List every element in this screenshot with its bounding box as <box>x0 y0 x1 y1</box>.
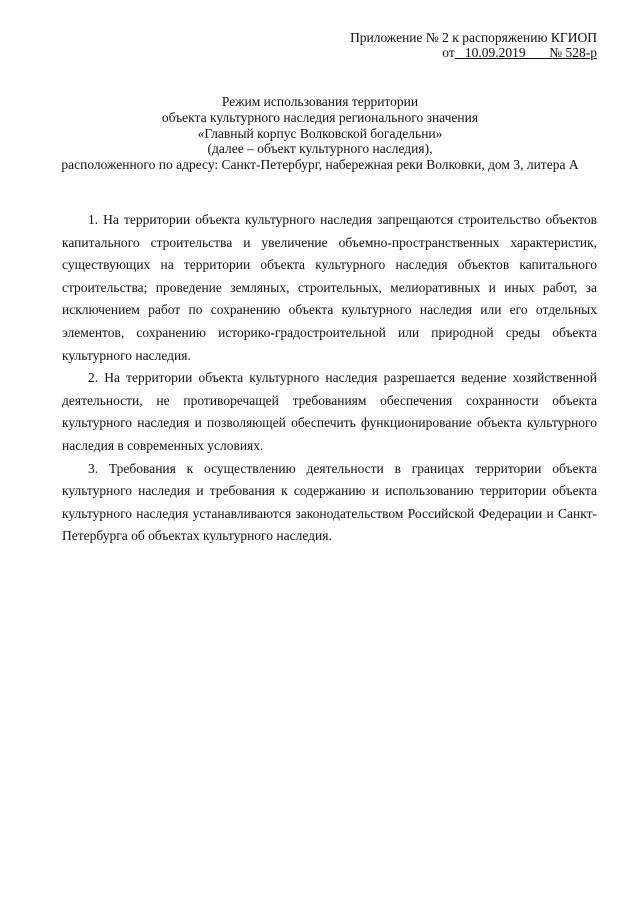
number-prefix: № <box>549 45 563 60</box>
title-line-4: (далее – объект культурного наследия), <box>207 141 433 157</box>
appendix-date-line <box>350 45 597 60</box>
paragraph-2: 2. На территории объекта культурного наследия разрешается ведение хозяйственной деятельности, не противоречащей требованиям обеспечения сохранности объекта культурного наследия и позволяющей обеспечить функционирование объекта культурного наследия в современных условиях. <box>62 370 597 453</box>
date-prefix: от <box>442 45 455 60</box>
appendix-title: Приложение № 2 к распоряжению КГИОП <box>350 30 597 45</box>
document-body <box>62 209 597 548</box>
paragraph-1: 1. На территории объекта культурного наследия запрещаются строительство объектов капитального строительства и увеличение объемно-пространственных характеристик, существующих на территории объекта культурного наследия объектов капитального строительства; проведение земляных, строительных, мелиоративных и иных работ, за исключением работ по сохранению объекта культурного наследия или его отдельных элементов, сохранению историко-градостроительной или природной среды объекта культурного наследия. <box>62 212 597 363</box>
appendix-header <box>350 30 597 60</box>
document-title <box>40 94 600 173</box>
title-line-2: объекта культурного наследия регионального значения <box>161 109 479 125</box>
title-line-1: Режим использования территории <box>221 94 419 109</box>
paragraph-3: 3. Требования к осуществлению деятельности в границах территории объекта культурного наследия и требования к содержанию и использованию территории объекта культурного наследия устанавливаются законодательством Российской Федерации и Санкт-Петербурга об объектах культурного наследия. <box>62 460 597 544</box>
title-line-5: расположенного по адресу: Санкт-Петербург, набережная реки Волковки, дом 3, литера А <box>61 157 579 173</box>
order-date: 10.09.2019 № 528-р <box>464 45 597 60</box>
title-line-3: «Главный корпус Волковской богадельни» <box>197 125 443 141</box>
order-number: 528-р <box>565 45 597 60</box>
